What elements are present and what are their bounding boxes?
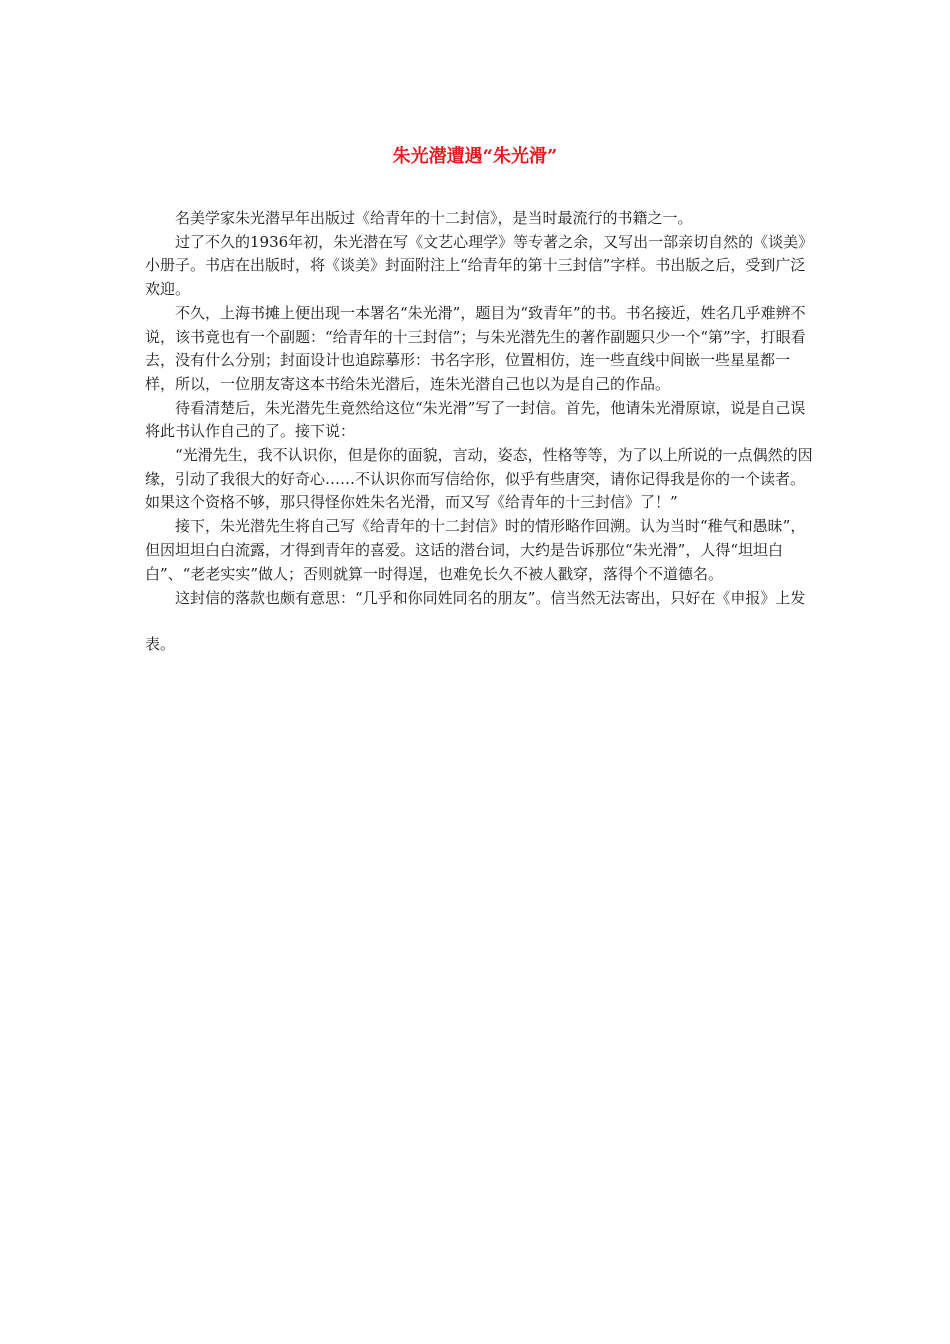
paragraph-7: 这封信的落款也颇有意思：“几乎和你同姓同名的朋友”。信当然无法寄出，只好在《申报》上发表。: [145, 589, 806, 654]
paragraph-3: 不久，上海书摊上便出现一本署名“朱光滑”，题目为“致青年”的书。书名接近，姓名几乎难辨不说，该书竟也有一个副题：“给青年的十三封信”；与朱光潜先生的著作副题只少一个“第”字，打眼看去，没有什么分别；封面设计也追踪摹形：书名字形，位置相仿，连一些直线中间嵌一些星星都一样，所以，一位朋友寄这本书给朱光潜后，连朱光潜自己也以为是自己的作品。: [145, 303, 806, 393]
paragraph-6: 接下，朱光潜先生将自己写《给青年的十二封信》时的情形略作回溯。认为当时“稚气和愚昧”，但因坦坦白白流露，才得到青年的喜爱。这话的潜台词，大约是告诉那位“朱光滑”，人得“坦坦白白”、“老老实实”做人；否则就算一时得逞，也难免长久不被人戳穿，落得个不道德名。: [145, 517, 806, 583]
paragraph-2: 过了不久的1936年初，朱光潜在写《文艺心理学》等专著之余，又写出一部亲切自然的《谈美》小册子。书店在出版时，将《谈美》封面附注上“给青年的第十三封信”字样。书出版之后，受到广泛欢迎。: [145, 232, 814, 299]
paragraph-4: 待看清楚后，朱光潜先生竟然给这位“朱光滑”写了一封信。首先，他请朱光滑原谅，说是自己误将此书认作自己的了。接下说：: [145, 398, 806, 441]
article-body: [145, 207, 815, 667]
paragraph-5-quoted-letter: “光滑先生，我不认识你，但是你的面貌，言动，姿态，性格等等，为了以上所说的一点偶然的因缘，引动了我很大的好奇心……不认识你而写信给你，似乎有些唐突，请你记得我是你的一个读者。如果这个资格不够，那只得怪你姓朱名光滑，而又写《给青年的十三封信》了！”: [145, 446, 813, 512]
paragraph-1: 名美学家朱光潜早年出版过《给青年的十二封信》，是当时最流行的书籍之一。: [175, 209, 693, 227]
page-title: 朱光潜遭遇“朱光滑”: [392, 146, 558, 167]
